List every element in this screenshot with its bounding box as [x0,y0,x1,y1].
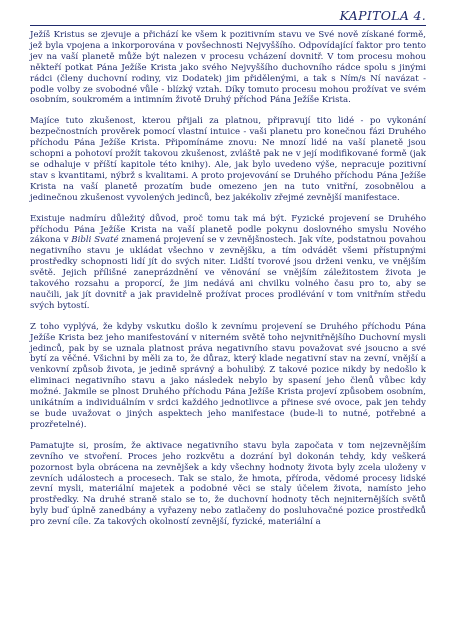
paragraph-text: Ježíš Kristus se zjevuje a přichází ke všem k pozitivním stavu ve Své nově získané formě, jež byla vpojena a inkorporována v povšechnosti Nejvyššího. Odpovídající faktor pro tento jev na vaší planetě může být nalezen v procesu vcházení dovnitř. V tom procesu mohou někteří potkat Pána Ježíše Krista jako svého Nejvyššího duchovního rádce spolu s jinými rádci (členy duchovní rodiny, viz Dodatek) jim přidělenými, a tak s Ním/s Ní navázat - podle volby ze svobodné vůle - blízký vztah. Díky tomuto procesu mohou prožívat ve svém osobním, soukromém a intimním životě Druhý příchod Pána Ježíše Krista. [30,30,426,106]
body-text [30,30,426,528]
paragraph-3 [30,214,426,312]
paragraph-4 [30,322,426,431]
paragraph-1 [30,30,426,106]
italic-title: Bibli Svaté [71,235,119,246]
paragraph-text: Majíce tuto zkušenost, kterou přijali za platnou, připravují tito lidé - po vykonání bezpečnostních prověrek pomocí vlastní intuice - vaši planetu pro konečnou fázi Druhého příchodu Pána Ježíše Krista. Připomínáme znovu: Ne mnozí lidé na vaší planetě jsou schopni a pohotoví prožít takovou zkušenost, zvláště pak ne v její modifikované formě (jak se odhaluje v příští kapitole této knihy). Ale, jak bylo uvedeno výše, nepracuje pozitivní stav s kvantitami, nýbrž s kvalitami. A proto projevování se Druhého příchodu Pána Ježíše Krista na vaší planetě prozatím bude omezeno jen na tuto vnitřní, zosobnělou a jedinečnou zkušenost vyvolených jedinců, bez jakékoliv zřejmé zevnější manifestace. [30,116,426,203]
document-page [30,8,426,538]
paragraph-text: Z toho vyplývá, že kdyby vskutku došlo k zevnímu projevení se Druhého příchodu Pána Ježíše Krista bez jeho manifestování v niterném světě toho nejvnitřnějšího Duchovní mysli jedinců, pak by se uznala platnost práva negativního stavu považovat své jsoucno a své bytí za věčné. Všichni by měli za to, že důraz, který klade negativní stav na zevní, vnější a venkovní způsob života, je jedině správný a bohulibý. Z takové pozice nikdy by nedošlo k eliminaci negativního stavu a jako následek nebylo by spasení jeho členů vůbec kdy možné. Jakmile se plnost Druhého příchodu Pána Ježíše Krista projeví způsobem osobním, unikátním a individuálním v srdci každého jednotlivce a přinese své ovoce, pak jen tehdy se bude uvažovat o jiných aspektech jeho manifestace (bude-li to nutné, potřebné a prozřetelné). [30,321,426,430]
paragraph-text: znamená projevení se v zevnějšnostech. Jak víte, podstatnou povahou negativního stavu je ukládat všechno v zevnějšku, a tím odvádět všemi přístupnými prostředky schopnosti lidí jít do svých niter. Lidští tvorové jsou drženi venku, ve vnějším světě. Jejich přílišné zaneprázdnění ve věnování se vnějším záležitostem života je takového rozsahu a proporcí, že jim nedává ani chvilku volného času pro to, aby se naučili, jak jít dovnitř a jak pravidelně prožívat proces prodlévání v tom vnitřním středu svých bytostí. [30,235,426,311]
paragraph-5 [30,441,426,528]
paragraph-2 [30,116,426,203]
paragraph-text: Existuje nadmíru důležitý důvod, proč tomu tak má být. Fyzické projevení se Druhého příchodu Pána Ježíše Krista na vaší planetě podle pokynu doslovného smyslu Nového zákona v [30,213,426,246]
chapter-heading: KAPITOLA 4. [30,8,426,26]
paragraph-text: Pamatujte si, prosím, že aktivace negativního stavu byla započata v tom nejzevnějším zevního ve stvoření. Proces jeho rozkvětu a dozrání byl dokonán tehdy, kdy veškerá pozornost byla obrácena na zevnějšek a kdy všechny hodnoty života byly zcela uloženy v zevních událostech a procesech. Tak se stalo, že hmota, příroda, vědomé procesy lidské zevní mysli, materiální majetek a podobné věci se staly účelem života, namísto jeho prostředky. Na druhé straně stalo se to, že duchovní hodnoty těch nejniternějších světů byly buď úplně zanedbány a vyřazeny nebo zatlačeny do posluhovačné pozice prostředků pro zevní cíle. Za takových okolností zevnější, fyzické, materiální a [30,440,426,528]
